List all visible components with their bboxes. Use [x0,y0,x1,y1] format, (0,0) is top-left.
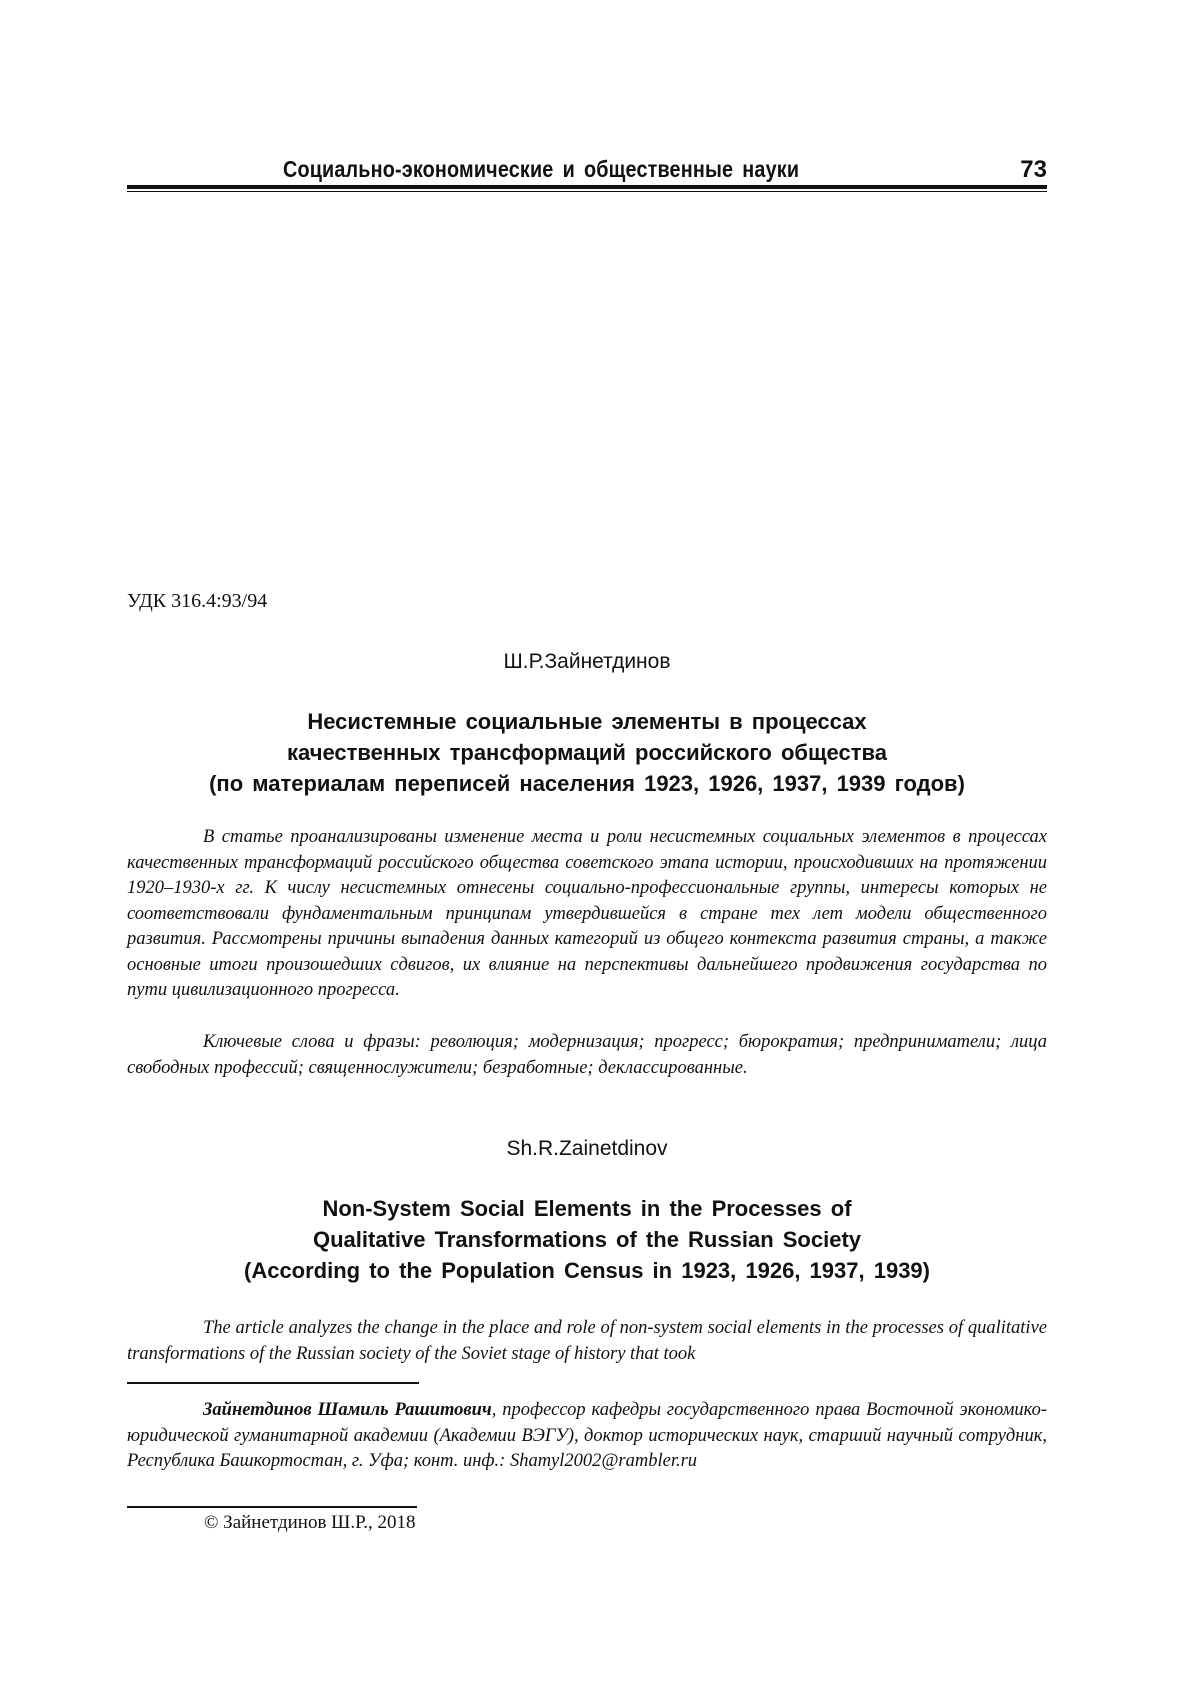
running-header [127,152,1047,188]
title-en-line: (According to the Population Census in 1923, 1926, 1937, 1939) [244,1258,930,1283]
author-footnote [127,1398,1047,1475]
keywords-ru-text: Ключевые слова и фразы: революция; модернизация; прогресс; бюрократия; предприниматели; лица свободных профессий; священнослужители; безработные; деклассированные. [127,1032,1047,1078]
abstract-ru [127,825,1047,1004]
author-en: Sh.R.Zainetdinov [506,1137,668,1160]
page-number: 73 [1020,156,1047,183]
keywords-ru [127,1030,1047,1081]
author-ru: Ш.Р.Зайнетдинов [503,650,671,673]
copyright-separator [127,1506,417,1508]
abstract-en-text: The article analyzes the change in the place and role of non-system social elements in the processes of qualitative transformations of the Russian society of the Soviet stage of history that took [127,1318,1047,1364]
journal-section-title: Социально-экономические и общественные науки [283,156,800,182]
footnote-author-details: , профессор кафедры государственного права Восточной экономико-юридической гуманитарной академии (Академии ВЭГУ), доктор исторических наук, старший научный сотрудник, Республика Башкортостан, г. Уфа; конт. инф.: Shamyl2002@rambler.ru [127,1400,1048,1471]
article-page [127,0,1047,1698]
title-ru-line: Несистемные социальные элементы в процессах [307,709,867,734]
udc-code: УДК 316.4:93/94 [127,590,268,612]
header-rule-thin [127,191,1047,192]
abstract-en [127,1316,1047,1367]
article-title-ru [127,706,1047,799]
title-ru-line: (по материалам переписей населения 1923, 1926, 1937, 1939 годов) [209,771,965,796]
title-en-line: Qualitative Transformations of the Russian Society [312,1227,862,1252]
title-en-line: Non-System Social Elements in the Processes of [322,1196,852,1221]
title-ru-line: качественных трансформаций российского общества [287,740,887,765]
article-title-en [127,1193,1047,1286]
footnote-separator [127,1382,419,1384]
header-rule-thick [127,185,1047,189]
footnote-author-name: Зайнетдинов Шамиль Рашитович [203,1400,492,1420]
copyright-notice: © Зайнетдинов Ш.Р., 2018 [204,1512,416,1533]
abstract-ru-text: В статье проанализированы изменение места и роли несистемных социальных элементов в процессах качественных трансформаций российского общества советского этапа истории, происходивших на протяжении 1920–1930-х гг. К числу несистемных отнесены социально-профессиональные группы, интересы которых не соответствовали фундаментальным принципам утвердившейся в стране тех лет модели общественного развития. Рассмотрены причины выпадения данных категорий из общего контекста развития страны, а также основные итоги произошедших сдвигов, их влияние на перспективы дальнейшего продвижения государства по пути цивилизационного прогресса. [127,827,1047,1000]
